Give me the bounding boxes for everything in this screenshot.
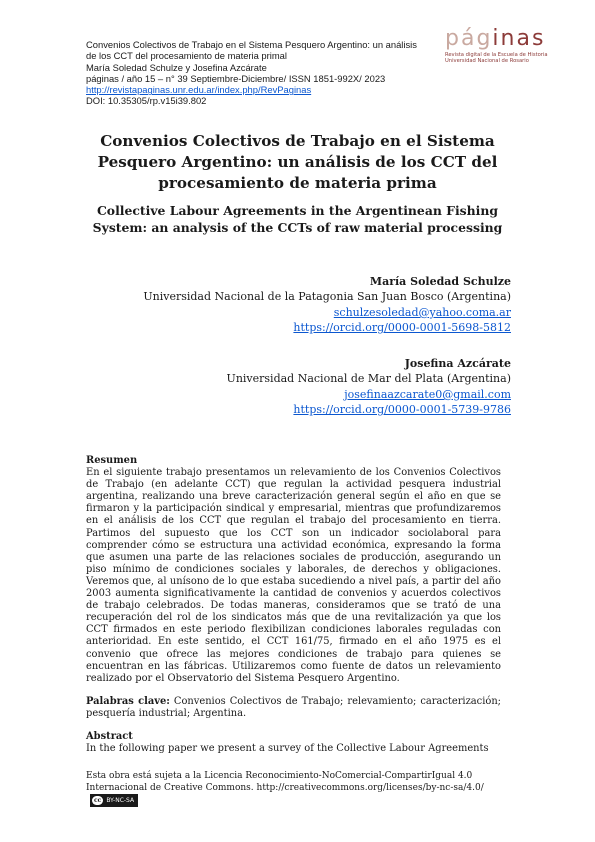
journal-logo bbox=[445, 28, 550, 64]
header-article-title-line2: de los CCT del procesamiento de materia primal bbox=[86, 50, 287, 62]
author-orcid-link[interactable]: https://orcid.org/0000-0001-5698-5812 bbox=[293, 321, 511, 335]
author-block bbox=[227, 356, 511, 418]
author-orcid-link[interactable]: https://orcid.org/0000-0001-5739-9786 bbox=[293, 403, 511, 417]
logo-subtitle-line1: Revista digital de la Escuela de Historia bbox=[445, 52, 548, 58]
logo-wordmark bbox=[445, 28, 550, 50]
license-text: Esta obra está sujeta a la Licencia Reconocimiento-NoComercial-CompartirIgual 4.0 Internacional de Creative Commons. http://creativecommons.org/licenses/by-nc-sa/4.0/ bbox=[86, 771, 484, 794]
logo-word-dark: inas bbox=[492, 26, 546, 51]
header-issue-info: páginas / año 15 – n° 39 Septiembre-Diciembre/ ISSN 1851-992X/ 2023 bbox=[86, 72, 386, 84]
author-affiliation: Universidad Nacional de la Patagonia San Juan Bosco (Argentina) bbox=[143, 290, 511, 304]
resumen-heading: Resumen bbox=[86, 455, 138, 466]
article-title-spanish: Convenios Colectivos de Trabajo en el Sistema Pesquero Argentino: un análisis de los CCT del procesamiento de materia prima bbox=[97, 132, 498, 192]
keywords-text: Convenios Colectivos de Trabajo; relevamiento; caracterización; pesquería industrial; Argentina. bbox=[86, 695, 502, 719]
article-title-english: Collective Labour Agreements in the Argentinean Fishing System: an analysis of the CCTs of raw material processing bbox=[92, 203, 503, 236]
journal-link[interactable]: http://revistapaginas.unr.edu.ar/index.php/RevPaginas bbox=[86, 84, 312, 96]
header-authors: María Soledad Schulze y Josefina Azcárate bbox=[86, 61, 267, 73]
doi: DOI: 10.35305/rp.v15i39.802 bbox=[86, 95, 207, 107]
logo-word-light: pág bbox=[445, 26, 493, 51]
abstract-text: In the following paper we present a survey of the Collective Labour Agreements bbox=[86, 743, 489, 755]
running-header bbox=[86, 39, 446, 107]
author-name: María Soledad Schulze bbox=[369, 275, 511, 288]
logo-subtitle-line2: Universidad Nacional de Rosario bbox=[445, 58, 529, 65]
author-email-link[interactable]: josefinaazcarate0@gmail.com bbox=[344, 387, 511, 401]
author-name: Josefina Azcárate bbox=[404, 357, 511, 370]
cc-license-badge[interactable] bbox=[90, 794, 138, 807]
license-footer bbox=[86, 770, 516, 808]
keywords-label: Palabras clave: bbox=[86, 695, 170, 707]
author-email-link[interactable]: schulzesoledad@yahoo.coma.ar bbox=[333, 305, 511, 319]
logo-subtitle bbox=[445, 52, 550, 64]
resumen-text: En el siguiente trabajo presentamos un relevamiento de los Convenios Colectivos de Trabajo (en adelante CCT) que regulan la actividad pesquera industrial argentina, realizando una breve caracterización general según el año en que se firmaron y la participación sindical y empresarial, mientras que profundizaremos en el análisis de los CCT que regulan el trabajo del procesamiento en tierra. Partimos del supuesto que los CCT son un indicador sociolaboral para comprender cómo se estructura una actividad económica, expresando la forma que asumen una parte de las relaciones sociales de producción, asegurando un piso mínimo de condiciones sociales y laborales, de derechos y obligaciones. Veremos que, al unísono de lo que estaba sucediendo a nivel país, a partir del año 2003 aumenta significativamente la cantidad de convenios y acuerdos colectivos de trabajo celebrados. De todas maneras, consideramos que se trató de una recuperación del rol de los sindicatos más que de una revitalización ya que los CCT firmados en este periodo flexibilizan condiciones laborales reguladas con anterioridad. En este sentido, el CCT 161/75, firmado en el año 1975 es el convenio que ofrece las mejores condiciones de trabajo para quienes se encuentran en las fábricas. Utilizaremos como fuente de datos un relevamiento realizado por el Observatorio del Sistema Pesquero Argentino. bbox=[86, 467, 501, 684]
author-block bbox=[143, 274, 511, 336]
cc-terms: BY-NC-SA bbox=[106, 796, 135, 804]
header-article-title-line1: Convenios Colectivos de Trabajo en el Sistema Pesquero Argentino: un análisis bbox=[86, 39, 417, 50]
keywords-paragraph bbox=[86, 696, 501, 720]
abstract-heading: Abstract bbox=[86, 730, 133, 742]
abstract-section bbox=[86, 455, 501, 755]
author-affiliation: Universidad Nacional de Mar del Plata (Argentina) bbox=[226, 372, 511, 386]
cc-icon: cc bbox=[94, 797, 102, 805]
